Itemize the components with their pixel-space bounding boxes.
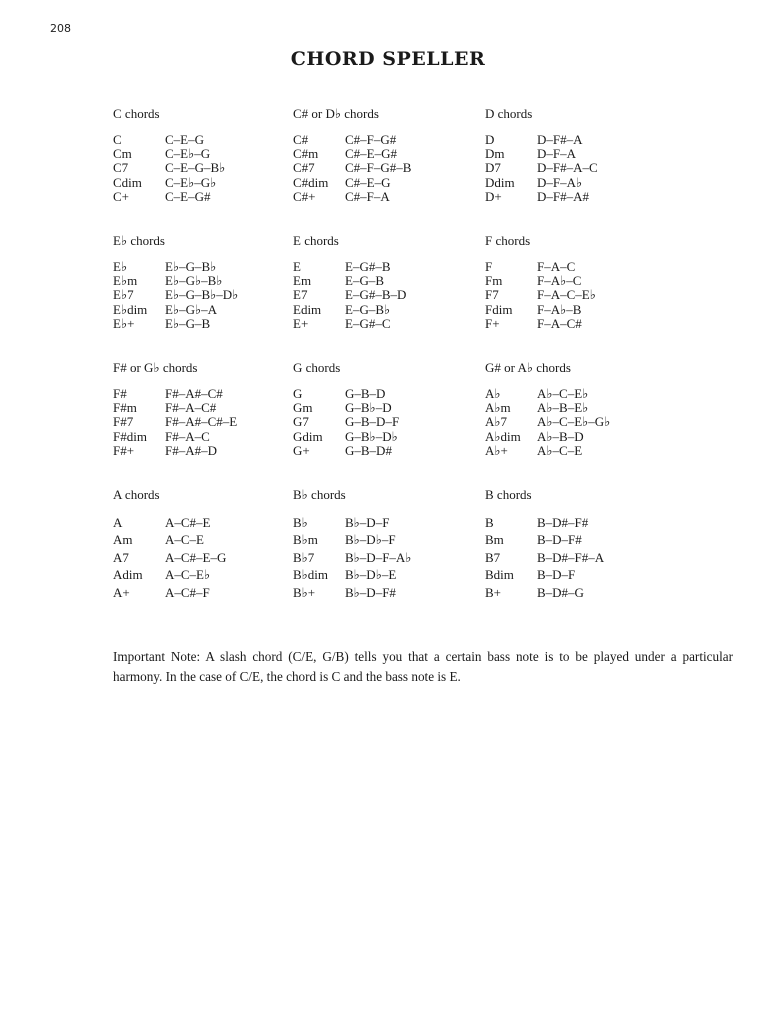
chord-row — [485, 303, 655, 317]
chord-notes: G–B♭–D♭ — [345, 428, 398, 444]
chord-row — [485, 430, 655, 444]
chord-name: A♭m — [485, 400, 511, 416]
chord-row — [293, 147, 463, 161]
group-title: B♭ chords — [293, 487, 346, 502]
chord-row — [485, 260, 655, 274]
important-note: Important Note: A slash chord (C/E, G/B) tells you that a certain bass note is to be played under a particular harmony. In the case of C/E, the chord is C and the bass note is E. — [113, 649, 733, 685]
chord-row — [293, 549, 463, 566]
chord-notes: B–D–F# — [537, 532, 582, 548]
chord-row — [485, 531, 655, 548]
chord-group-c-sharp — [293, 104, 463, 204]
chord-notes: F–A–C–E♭ — [537, 287, 596, 303]
chord-notes: A–C#–E–G — [165, 549, 227, 565]
chord-name: F#dim — [113, 428, 147, 444]
group-title: F chords — [485, 233, 531, 248]
group-title: C chords — [113, 106, 160, 121]
chord-name: E♭ — [113, 259, 128, 274]
chord-row — [113, 176, 283, 190]
chord-name: D7 — [485, 160, 501, 176]
chord-notes: E♭–G–B♭–D♭ — [165, 287, 239, 303]
chord-notes: F–A–C# — [537, 315, 582, 331]
chord-group-b — [485, 485, 655, 601]
chord-row — [293, 303, 463, 317]
chord-name: F#+ — [113, 442, 135, 458]
chord-row — [293, 566, 463, 583]
chord-notes: B–D#–G — [537, 584, 584, 600]
chord-row — [113, 133, 283, 147]
chord-row — [113, 387, 283, 401]
chord-notes: E–G#–B–D — [345, 287, 407, 303]
chord-notes: E♭–G–B♭ — [165, 259, 217, 274]
chord-row — [113, 317, 283, 331]
chord-row — [485, 444, 655, 458]
chord-group-a — [113, 485, 283, 601]
chord-name: F# — [113, 386, 127, 401]
chord-row — [485, 401, 655, 415]
chord-row — [293, 415, 463, 429]
chord-notes: B–D#–F# — [537, 515, 589, 530]
chord-row — [113, 531, 283, 548]
page-title: CHORD SPELLER — [290, 48, 486, 70]
chord-name: C# — [293, 132, 309, 147]
chord-name: Gdim — [293, 428, 323, 444]
chord-notes: D–F–A — [537, 146, 577, 162]
chord-name: Fm — [485, 273, 503, 289]
chord-notes: F#–A#–C# — [165, 386, 223, 401]
chord-notes: D–F#–A# — [537, 188, 590, 204]
chord-notes: E–G#–C — [345, 315, 391, 331]
chord-name: Dm — [485, 146, 505, 162]
chord-name: E♭m — [113, 273, 138, 289]
chord-row — [293, 430, 463, 444]
chord-notes: A♭–C–E♭ — [537, 386, 589, 401]
chord-name: Cdim — [113, 174, 142, 190]
chord-notes: A♭–C–E♭–G♭ — [537, 414, 611, 430]
chord-name: A♭7 — [485, 414, 508, 430]
chord-notes: B♭–D–F — [345, 515, 390, 530]
chord-name: A♭ — [485, 386, 501, 401]
chord-row — [113, 514, 283, 531]
chord-name: F#7 — [113, 414, 134, 430]
chord-notes: D–F#–A — [537, 132, 583, 147]
chord-notes: G–B–D# — [345, 442, 392, 458]
chord-name: B♭7 — [293, 549, 315, 565]
chord-notes: A–C–E — [165, 532, 204, 548]
group-title: E♭ chords — [113, 233, 165, 248]
group-title: G# or A♭ chords — [485, 360, 571, 375]
chord-row — [293, 317, 463, 331]
chord-row — [485, 584, 655, 601]
chord-notes: C#–F–G#–B — [345, 160, 412, 176]
chord-row — [485, 161, 655, 175]
chord-name: C#+ — [293, 188, 316, 204]
group-title: F# or G♭ chords — [113, 360, 198, 375]
chord-name: Fdim — [485, 301, 513, 317]
chord-notes: B♭–D♭–F — [345, 532, 396, 548]
chord-name: E♭dim — [113, 301, 148, 317]
chord-notes: A–C#–F — [165, 584, 210, 600]
chord-group-e-flat — [113, 231, 283, 331]
chord-notes: E–G–B — [345, 273, 384, 289]
chord-notes: E♭–G–B — [165, 315, 211, 331]
chord-name: G7 — [293, 414, 309, 430]
chord-name: G — [293, 386, 303, 401]
chord-row — [485, 387, 655, 401]
chord-row — [485, 147, 655, 161]
chord-notes: B♭–D♭–E — [345, 567, 397, 583]
chord-notes: G–B–D–F — [345, 414, 400, 430]
chord-name: B♭ — [293, 515, 308, 530]
chord-group-b-flat — [293, 485, 463, 601]
chord-row — [485, 176, 655, 190]
chord-group-g — [293, 358, 463, 458]
chord-row — [293, 387, 463, 401]
chord-row — [485, 190, 655, 204]
chord-name: Adim — [113, 567, 143, 583]
chord-name: C#7 — [293, 160, 315, 176]
chord-notes: C#–E–G# — [345, 146, 397, 162]
chord-row — [485, 514, 655, 531]
chord-notes: F#–A#–C#–E — [165, 414, 238, 430]
chord-name: A♭dim — [485, 428, 521, 444]
chord-row — [485, 133, 655, 147]
chord-name: G+ — [293, 442, 310, 458]
chord-name: F+ — [485, 315, 500, 331]
chord-notes: G–B–D — [345, 386, 386, 401]
group-title: A chords — [113, 487, 160, 502]
chord-name: F — [485, 259, 493, 274]
chord-notes: F–A♭–C — [537, 273, 582, 289]
chord-notes: C–E–G# — [165, 188, 211, 204]
chord-row — [113, 584, 283, 601]
chord-notes: A♭–B–D — [537, 428, 584, 444]
chord-notes: C–E–G–B♭ — [165, 160, 226, 176]
chord-notes: G–B♭–D — [345, 400, 392, 416]
chord-notes: A–C#–E — [165, 515, 211, 530]
chord-group-c — [113, 104, 283, 204]
chord-name: B — [485, 515, 494, 530]
chord-notes: E–G#–B — [345, 259, 391, 274]
group-title: C# or D♭ chords — [293, 106, 379, 121]
chord-name: Em — [293, 273, 312, 289]
chord-name: B♭m — [293, 532, 318, 548]
chord-group-g-sharp — [485, 358, 655, 458]
chord-notes: F#–A–C# — [165, 400, 217, 416]
chord-name: Cm — [113, 146, 132, 162]
chord-notes: C#–F–G# — [345, 132, 397, 147]
page-number: 208 — [50, 22, 71, 35]
chord-notes: B♭–D–F–A♭ — [345, 549, 412, 565]
chord-group-e — [293, 231, 463, 331]
chord-name: Am — [113, 532, 133, 548]
chord-row — [293, 260, 463, 274]
chord-row — [485, 415, 655, 429]
chord-notes: A♭–B–E♭ — [537, 400, 589, 416]
chord-row — [293, 401, 463, 415]
chord-row — [293, 161, 463, 175]
chord-notes: E–G–B♭ — [345, 301, 391, 317]
chord-row — [293, 190, 463, 204]
chord-notes: A♭–C–E — [537, 442, 583, 458]
chord-name: C7 — [113, 160, 129, 176]
chord-notes: B–D#–F#–A — [537, 549, 605, 565]
chord-name: B7 — [485, 549, 501, 565]
chord-name: E7 — [293, 287, 308, 303]
chord-group-d — [485, 104, 655, 204]
chord-row — [293, 584, 463, 601]
chord-row — [113, 549, 283, 566]
chord-name: B+ — [485, 584, 502, 600]
chord-name: B♭+ — [293, 584, 316, 600]
chord-name: E — [293, 259, 301, 274]
chord-row — [293, 176, 463, 190]
chord-notes: C#–E–G — [345, 174, 391, 190]
chord-row — [293, 274, 463, 288]
chord-row — [485, 566, 655, 583]
chord-row — [113, 415, 283, 429]
chord-row — [485, 317, 655, 331]
chord-name: Bdim — [485, 567, 514, 583]
chord-group-f — [485, 231, 655, 331]
chord-row — [485, 288, 655, 302]
chord-name: E♭+ — [113, 315, 135, 331]
chord-notes: C#–F–A — [345, 188, 390, 204]
chord-name: B♭dim — [293, 567, 329, 583]
chord-name: A7 — [113, 549, 129, 565]
group-title: G chords — [293, 360, 341, 375]
chord-row — [293, 444, 463, 458]
chord-name: F#m — [113, 400, 137, 416]
chord-row — [113, 288, 283, 302]
chord-row — [113, 147, 283, 161]
chord-row — [113, 274, 283, 288]
chord-notes: D–F–A♭ — [537, 174, 583, 190]
chord-name: C — [113, 132, 122, 147]
chord-notes: C–E♭–G♭ — [165, 174, 217, 190]
chord-name: Bm — [485, 532, 504, 548]
chord-notes: B–D–F — [537, 567, 576, 583]
chord-name: F7 — [485, 287, 499, 303]
chord-row — [485, 549, 655, 566]
chord-notes: E♭–G♭–A — [165, 301, 217, 317]
chord-row — [293, 514, 463, 531]
chord-name: A — [113, 515, 123, 530]
chord-row — [113, 161, 283, 175]
chord-name: A+ — [113, 584, 130, 600]
chord-notes: D–F#–A–C — [537, 160, 598, 176]
chord-name: D — [485, 132, 495, 147]
chord-group-f-sharp — [113, 358, 283, 458]
chord-row — [293, 288, 463, 302]
chord-name: Ddim — [485, 174, 515, 190]
chord-notes: F–A♭–B — [537, 301, 582, 317]
chord-notes: F–A–C — [537, 259, 576, 274]
chord-row — [113, 401, 283, 415]
chord-notes: C–E–G — [165, 132, 204, 147]
chord-row — [113, 303, 283, 317]
chord-name: C+ — [113, 188, 130, 204]
chord-notes: B♭–D–F# — [345, 584, 396, 600]
chord-notes: A–C–E♭ — [165, 567, 211, 583]
chord-row — [293, 531, 463, 548]
group-title: E chords — [293, 233, 339, 248]
chord-name: D+ — [485, 188, 502, 204]
chord-name: C#m — [293, 146, 319, 162]
chord-row — [113, 566, 283, 583]
chord-row — [113, 444, 283, 458]
chord-row — [113, 430, 283, 444]
group-title: B chords — [485, 487, 532, 502]
chord-name: Gm — [293, 400, 313, 416]
chord-notes: F#–A–C — [165, 428, 210, 444]
group-title: D chords — [485, 106, 533, 121]
chord-notes: E♭–G♭–B♭ — [165, 273, 223, 289]
chord-name: E♭7 — [113, 287, 134, 303]
chord-name: E+ — [293, 315, 309, 331]
chord-notes: F#–A#–D — [165, 442, 218, 458]
chord-row — [113, 260, 283, 274]
chord-notes: C–E♭–G — [165, 146, 211, 162]
chord-name: Edim — [293, 301, 322, 317]
chord-row — [293, 133, 463, 147]
chord-name: C#dim — [293, 174, 329, 190]
chord-row — [485, 274, 655, 288]
chord-row — [113, 190, 283, 204]
chord-name: A♭+ — [485, 442, 508, 458]
